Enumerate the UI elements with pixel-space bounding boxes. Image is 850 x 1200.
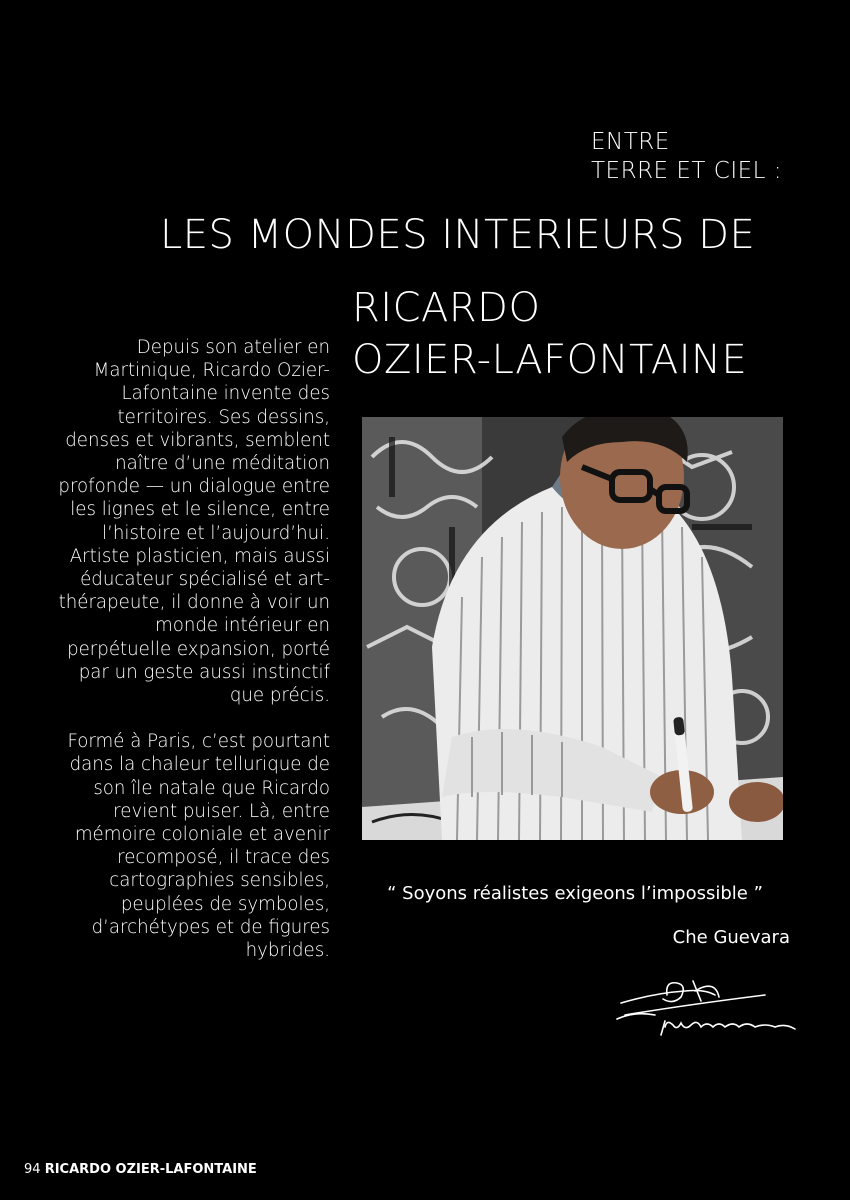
artist-photo bbox=[362, 417, 783, 840]
body-paragraph-1: Depuis son atelier en Martinique, Ricardo Ozier-Lafontaine invente des territoires. Ses dessins, denses et vibrants, semblent naître d’une méditation profonde — un dialogue entre les lignes et le silence, entre l’histoire et l’aujourd’hui. Artiste plasticien, mais aussi éducateur spécialisé et art-thérapeute, il donne à voir un monde intérieur en perpétuelle expansion, porté par un geste aussi instinctif que précis. bbox=[58, 337, 330, 707]
page-footer bbox=[24, 1162, 257, 1178]
article-title: LES MONDES INTERIEURS DE bbox=[160, 212, 756, 258]
body-paragraph-2: Formé à Paris, c’est pourtant dans la chaleur tellurique de son île natale que Ricardo revient puiser. Là, entre mémoire coloniale et avenir recomposé, il trace des cartographies sensibles, peuplées de symboles, d’archétypes et de figures hybrides. bbox=[67, 731, 330, 962]
page-number: 94 bbox=[24, 1162, 41, 1177]
kicker-line-2: TERRE ET CIEL : bbox=[591, 158, 783, 184]
footer-artist-name: RICARDO OZIER-LAFONTAINE bbox=[44, 1162, 257, 1177]
artist-name-title bbox=[352, 282, 747, 386]
artist-first-name: RICARDO bbox=[352, 285, 541, 331]
quote-text: “ Soyons réalistes exigeons l’impossible ” bbox=[387, 883, 763, 904]
artist-last-name: OZIER-LAFONTAINE bbox=[352, 337, 748, 383]
artist-signature bbox=[615, 975, 805, 1045]
article-kicker bbox=[591, 128, 782, 186]
kicker-line-1: ENTRE bbox=[591, 129, 670, 155]
quote-author: Che Guevara bbox=[672, 927, 790, 948]
article-body bbox=[55, 336, 330, 962]
